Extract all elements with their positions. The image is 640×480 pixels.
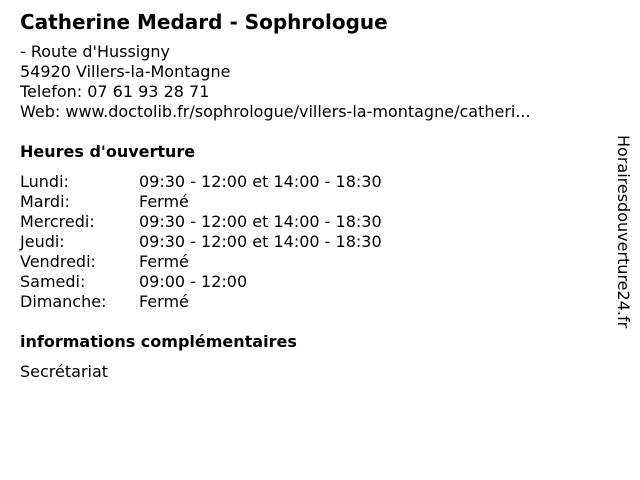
hours-day: Lundi: — [20, 172, 69, 191]
website-link[interactable]: Web: www.doctolib.fr/sophrologue/villers-la-montagne/catheri... — [20, 102, 531, 121]
hours-row-mardi — [20, 192, 610, 212]
hours-day: Mercredi: — [20, 212, 95, 231]
hours-day: Jeudi: — [20, 232, 65, 251]
extra-info-text: Secrétariat — [20, 362, 109, 381]
phone-number: Telefon: 07 61 93 28 71 — [20, 82, 210, 101]
hours-time: 09:30 - 12:00 et 14:00 - 18:30 — [139, 232, 382, 251]
hours-row-vendredi — [20, 252, 610, 272]
extra-info-heading: informations complémentaires — [20, 332, 297, 351]
hours-row-samedi — [20, 272, 610, 292]
hours-row-mercredi — [20, 212, 610, 232]
hours-time: 09:30 - 12:00 et 14:00 - 18:30 — [139, 172, 382, 191]
hours-table — [20, 172, 610, 312]
hours-time: Fermé — [139, 252, 189, 271]
hours-day: Samedi: — [20, 272, 86, 291]
hours-row-lundi — [20, 172, 610, 192]
hours-time: Fermé — [139, 192, 189, 211]
hours-row-dimanche — [20, 292, 610, 312]
business-card — [20, 8, 610, 382]
hours-heading: Heures d'ouverture — [20, 142, 196, 161]
hours-day: Mardi: — [20, 192, 70, 211]
address-street: - Route d'Hussigny — [20, 42, 170, 61]
hours-row-jeudi — [20, 232, 610, 252]
address-city: 54920 Villers-la-Montagne — [20, 62, 231, 81]
hours-day: Vendredi: — [20, 252, 96, 271]
hours-time: Fermé — [139, 292, 189, 311]
contact-block — [20, 42, 610, 122]
business-title: Catherine Medard - Sophrologue — [20, 10, 388, 34]
brand-watermark: Horairesdouverture24.fr — [614, 135, 633, 329]
hours-time: 09:00 - 12:00 — [139, 272, 248, 291]
hours-day: Dimanche: — [20, 292, 107, 311]
hours-time: 09:30 - 12:00 et 14:00 - 18:30 — [139, 212, 382, 231]
